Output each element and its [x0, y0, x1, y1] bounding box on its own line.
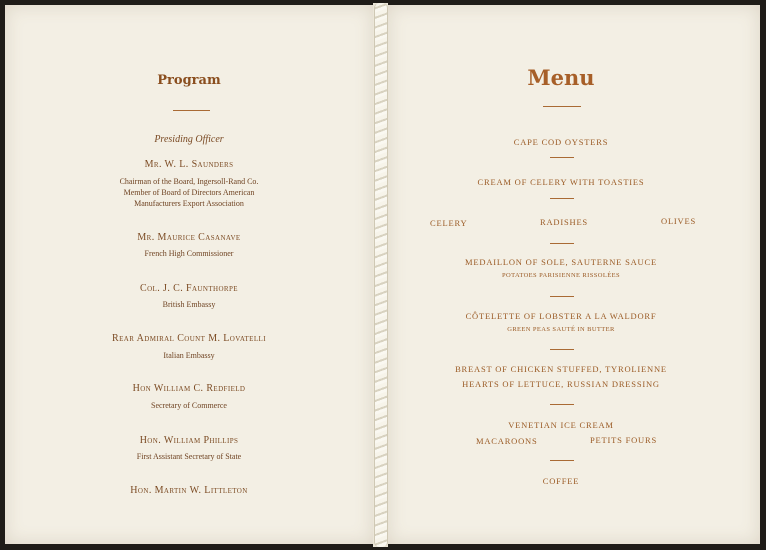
course-divider — [550, 243, 574, 244]
binding-cord — [374, 3, 388, 547]
speaker-name: Hon William C. Redfield — [132, 383, 246, 394]
speaker-desc: French High Commissioner — [144, 249, 234, 258]
speaker-desc: Member of Board of Directors American — [123, 188, 255, 197]
speaker-desc: Italian Embassy — [163, 351, 215, 360]
course-divider — [550, 349, 574, 350]
menu-item-coffee: COFFEE — [542, 476, 580, 486]
course-divider — [550, 296, 574, 297]
menu-item-oysters: CAPE COD OYSTERS — [513, 137, 609, 147]
speaker-desc: First Assistant Secretary of State — [136, 452, 242, 461]
menu-item-celery: CELERY — [430, 218, 468, 228]
speaker-name: Col. J. C. Faunthorpe — [140, 283, 238, 294]
program-title: Program — [157, 73, 221, 88]
course-divider — [550, 198, 574, 199]
menu-item-chicken: BREAST OF CHICKEN STUFFED, TYROLIENNE — [455, 364, 667, 374]
menu-item-olives: OLIVES — [661, 216, 697, 226]
menu-item-sole-side: POTATOES PARISIENNE RISSOLÉES — [502, 272, 620, 279]
menu-item-radishes: RADISHES — [540, 217, 588, 227]
menu-item-petits-fours: PETITS FOURS — [590, 435, 657, 445]
menu-item-soup: CREAM OF CELERY WITH TOASTIES — [477, 177, 645, 187]
program-page — [5, 5, 373, 544]
menu-divider — [543, 106, 581, 107]
menu-item-lettuce: HEARTS OF LETTUCE, RUSSIAN DRESSING — [462, 379, 660, 389]
speaker-name: Hon. William Phillips — [139, 435, 239, 446]
speaker-name: Mr. Maurice Casanave — [137, 232, 241, 243]
speaker-desc: British Embassy — [162, 300, 216, 309]
presiding-officer-label: Presiding Officer — [154, 134, 224, 145]
menu-item-ice-cream: VENETIAN ICE CREAM — [508, 420, 614, 430]
speaker-name: Mr. W. L. Saunders — [144, 159, 234, 170]
menu-item-lobster-side: GREEN PEAS SAUTÉ IN BUTTER — [507, 326, 615, 333]
speaker-desc: Chairman of the Board, Ingersoll-Rand Co. — [119, 177, 259, 186]
menu-page — [388, 5, 760, 544]
menu-item-lobster: CÔTELETTE OF LOBSTER A LA WALDORF — [465, 311, 657, 321]
program-divider — [173, 110, 210, 111]
menu-item-sole: MEDAILLON OF SOLE, SAUTERNE SAUCE — [465, 257, 657, 267]
menu-title: Menu — [527, 65, 595, 90]
course-divider — [550, 460, 574, 461]
course-divider — [550, 404, 574, 405]
speaker-name: Rear Admiral Count M. Lovatelli — [112, 333, 266, 344]
course-divider — [550, 157, 574, 158]
speaker-desc: Secretary of Commerce — [151, 401, 227, 410]
menu-item-macaroons: MACAROONS — [476, 436, 538, 446]
speaker-name: Hon. Martin W. Littleton — [130, 485, 248, 496]
speaker-desc: Manufacturers Export Association — [134, 199, 244, 208]
